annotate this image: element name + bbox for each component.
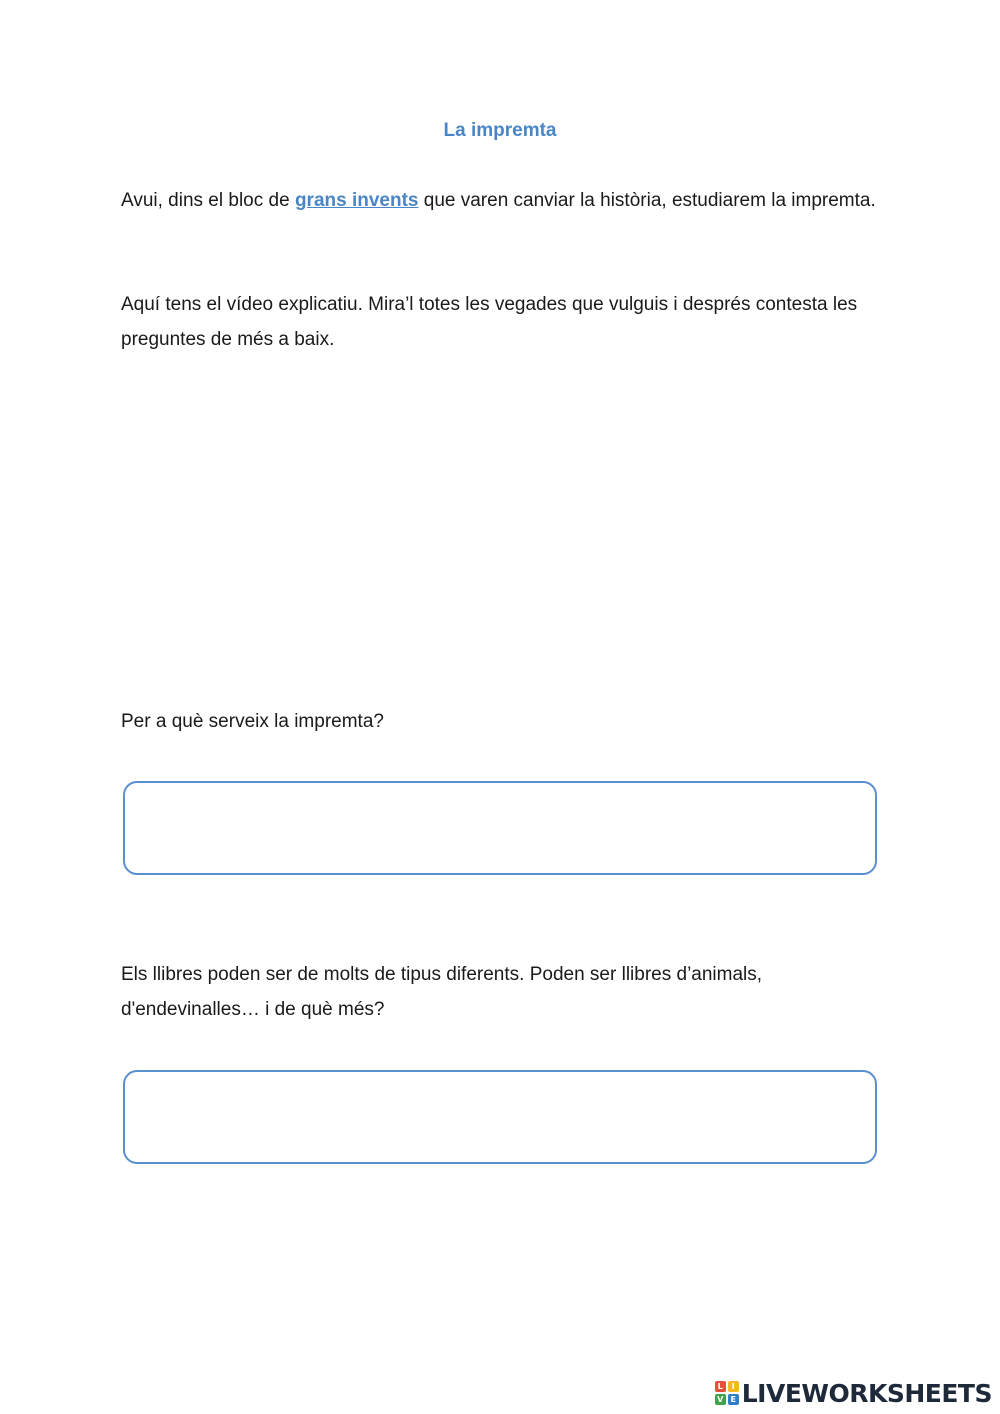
question-1: Per a què serveix la impremta? bbox=[121, 711, 384, 732]
logo-letter-v: V bbox=[715, 1394, 726, 1405]
logo-letter-l: L bbox=[715, 1381, 726, 1392]
logo-letter-i: I bbox=[728, 1381, 739, 1392]
page-title: La impremta bbox=[443, 120, 557, 141]
logo-letter-e: E bbox=[728, 1394, 739, 1405]
intro-text-after: que varen canviar la història, estudiarem la impremta. bbox=[418, 190, 876, 211]
grans-invents-link[interactable]: grans invents bbox=[294, 190, 419, 211]
liveworksheets-brand bbox=[715, 1380, 992, 1406]
answer-input-2[interactable] bbox=[123, 1070, 877, 1164]
liveworksheets-wordmark: LIVEWORKSHEETS bbox=[741, 1378, 992, 1408]
answer-input-1[interactable] bbox=[123, 781, 877, 875]
liveworksheets-logo-icon bbox=[715, 1381, 739, 1405]
question-2: Els llibres poden ser de molts de tipus diferents. Poden ser llibres d’animals, d'endevinalles… i de què més? bbox=[121, 964, 763, 1020]
video-instructions: Aquí tens el vídeo explicatiu. Mira’l totes les vegades que vulguis i després contesta les preguntes de més a baix. bbox=[121, 294, 858, 350]
intro-paragraph bbox=[121, 183, 891, 218]
intro-text-before: Avui, dins el bloc de bbox=[121, 190, 295, 211]
